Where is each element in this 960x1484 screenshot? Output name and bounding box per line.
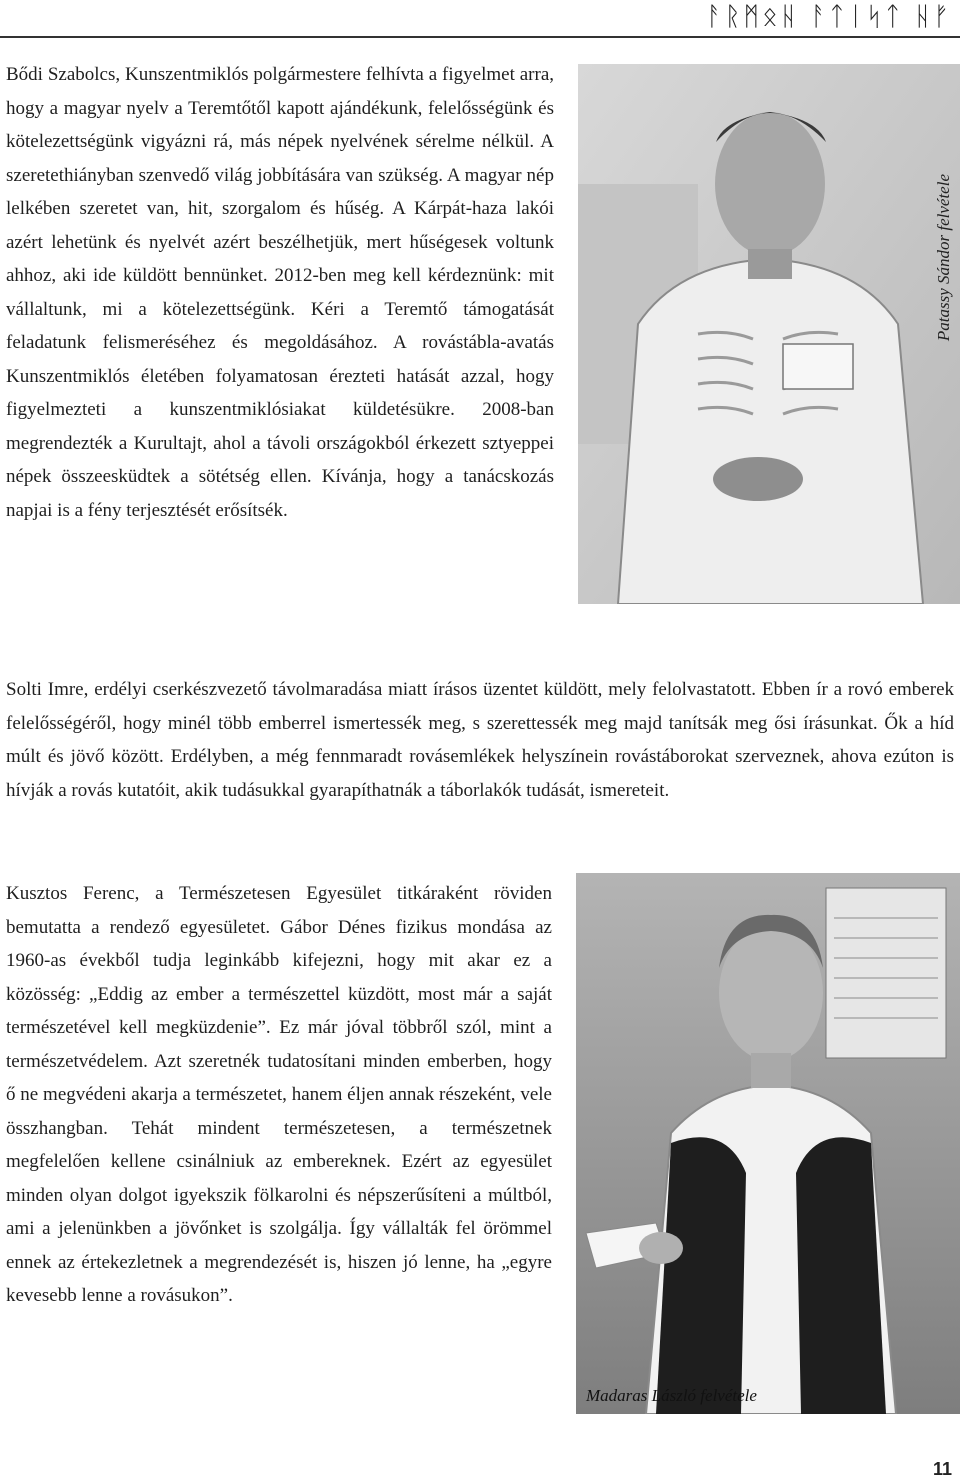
header-runic-title: ᚨᚱᛗᛟᚺ ᚨᛏᛁᛋᛏ ᚺᚠ <box>706 2 952 32</box>
photo-bodi-szabolcs <box>578 64 960 604</box>
page-number: 11 <box>932 1459 952 1479</box>
portrait-illustration-1 <box>578 64 960 604</box>
article-paragraph-bodi: Bődi Szabolcs, Kunszentmiklós polgármestere felhívta a figyelmet arra, hogy a magyar nyelv a Teremtőtől kapott ajándékunk, felelősségünk és kötelezettségünk vigyázni rá, más népek nyelvének sérelme nélkül. A szeretethiányban szenvedő világ jobbítására van szükség. A magyar nép lelkében szeretet van, hit, szorgalom és hűség. A Kárpát-haza lakói azért lehetünk és nyelvét azért beszélhetjük, mert hűségesek voltunk ahhoz, aki ide küldött bennünket. 2012-ben meg kell kérdeznünk: mit vállaltunk, mi a kötelezettségünk. Kéri a Teremtő támogatását feladatunk felismeréséhez és megoldásához. A rovástábla-avatás Kunszentmiklós életében folyamatosan érezteti hatását azzal, hogy figyelmezteti a kunszentmiklósiakat küldetésükre. 2008-ban megrendezték a Kurultajt, ahol a távoli országokból érkezett sztyeppei népek összeesküdtek a sötétség ellen. Kívánja, hogy a tanácskozás napjai is a fény terjesztését erősítsék. <box>6 64 554 521</box>
portrait-illustration-2 <box>576 873 960 1414</box>
article-paragraph-kusztos: Kusztos Ferenc, a Természetesen Egyesület titkáraként röviden bemutatta a rendező egyesületet. Gábor Dénes fizikus mondása az 1960-as évekből tudja leginkább kifejezni, hogy mit akar ez a közösség: „Eddig az ember a természettel küzdött, most már a saját természetével kell megküzdenie”. Ez már jóval többről szól, mint a természetvédelem. Azt szeretnék tudatosítani minden emberben, hogy ő ne megvédeni akarja a természetet, hanem éljen annak részeként, vele összhangban. Tehát mindent természetesen, a természetnek megfelelően kellene csinálniuk az embereknek. Ezért az egyesület minden olyan dolgot igyekszik fölkarolni és népszerűsíteni a múltból, ami a jelenünkben a jövőnket is szolgálja. Így vállalták fel örömmel ennek az értekezletnek a megrendezését is, hiszen jó lenne, ha „egyre kevesebb lenne a rovásukon”. <box>6 883 552 1306</box>
photo-credit-madaras: Madaras László felvétele <box>586 1386 757 1405</box>
photo-credit-patassy: Patassy Sándor felvétele <box>934 174 953 342</box>
header-rule <box>0 36 960 38</box>
article-paragraph-solti: Solti Imre, erdélyi cserkészvezető távolmaradása miatt írásos üzentet küldött, mely felolvastatott. Ebben ír a rovó emberek felelősségéről, hogy minél több emberrel ismertessék meg, s szerettessék meg majd tanítsák meg ősi írásunkat. Ők a híd múlt és jövő között. Erdélyben, a még fennmaradt rovásemlékek helyszínein rovástáborokat szerveznek, ahova ezúton is hívják a rovás kutatóit, akik tudásukkal gyarapíthatnák a táborlakók tudását, ismereteit. <box>6 679 954 801</box>
photo-kusztos-ferenc <box>576 873 960 1414</box>
